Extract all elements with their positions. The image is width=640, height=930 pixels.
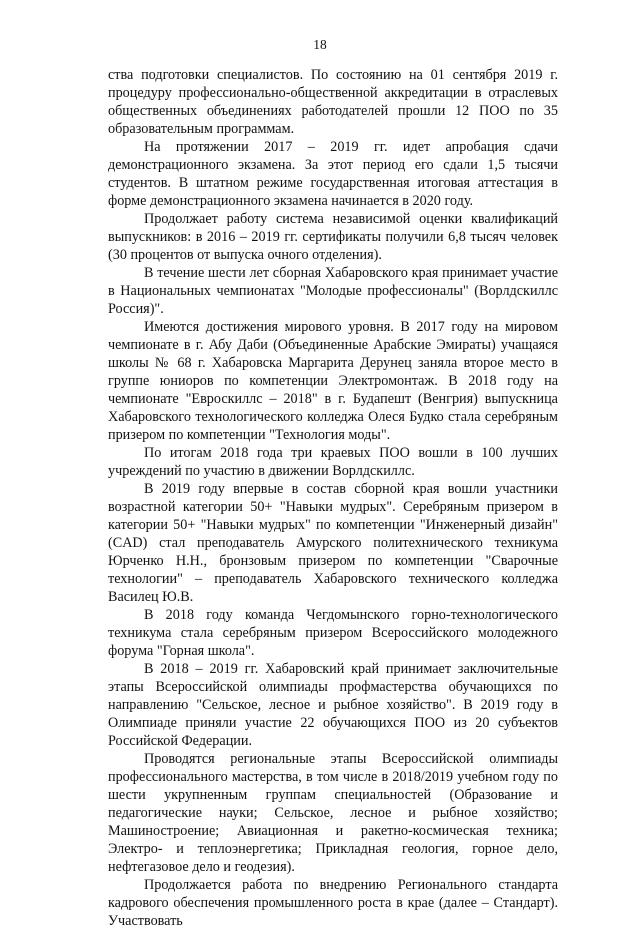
paragraph-top-100: По итогам 2018 года три краевых ПОО вошли в 100 лучших учреждений по участию в движении Ворлдскиллс.	[108, 445, 558, 479]
paragraph-world-achievements: Имеются достижения мирового уровня. В 2017 году на мировом чемпионате в г. Абу Даби (Объединенные Арабские Эмираты) учащаяся школы № 68 г. Хабаровска Маргарита Дерунец заняла второе место в группе юниоров по компетенции Электромонтаж. В 2018 году на чемпионате "Евроскиллс – 2018" в г. Будапешт (Венгрия) выпускница Хабаровского технологического колледжа Олеся Будко стала серебряным призером по компетенции "Технология моды".	[108, 319, 558, 443]
paragraph-accreditation: ства подготовки специалистов. По состоянию на 01 сентября 2019 г. процедуру профессионально-общественной аккредитации в отраслевых общественных объединениях работодателей прошли 12 ПОО по 35 образовательным программам.	[108, 67, 558, 137]
page-number: 18	[313, 37, 327, 52]
paragraph-regional-standard: Продолжается работа по внедрению Регионального стандарта кадрового обеспечения промышленного роста в крае (далее – Стандарт). Участвовать	[108, 877, 558, 929]
paragraph-olympiad-final: В 2018 – 2019 гг. Хабаровский край принимает заключительные этапы Всероссийской олимпиады профмастерства обучающихся по направлению "Сельское, лесное и рыбное хозяйство". В 2019 году в Олимпиаде приняли участие 22 обучающихся ПОО из 20 субъектов Российской Федерации.	[108, 661, 558, 749]
paragraph-regional-olympiad: Проводятся региональные этапы Всероссийской олимпиады профессионального мастерства, в том числе в 2018/2019 учебном году по шести укрупненным группам специальностей (Образование и педагогические науки; Сельское, лесное и рыбное хозяйство; Машиностроение; Авиационная и ракетно-космическая техника; Электро- и теплоэнергетика; Прикладная геология, горное дело, нефтегазовое дело и геодезия).	[108, 751, 558, 875]
paragraph-demo-exam: На протяжении 2017 – 2019 гг. идет апробация сдачи демонстрационного экзамена. За этот период его сдали 1,5 тысячи студентов. В штатном режиме государственная итоговая аттестация в форме демонстрационного экзамена начинается в 2020 году.	[108, 139, 558, 209]
paragraph-national-championships: В течение шести лет сборная Хабаровского края принимает участие в Национальных чемпионатах "Молодые профессионалы" (Ворлдскиллс Россия)".	[108, 265, 558, 317]
paragraph-mining-school: В 2018 году команда Чегдомынского горно-технологического техникума стала серебряным призером Всероссийского молодежного форума "Горная школа".	[108, 607, 558, 659]
paragraph-qualification-assessment: Продолжает работу система независимой оценки квалификаций выпускников: в 2016 – 2019 гг. сертификаты получили 6,8 тысяч человек (30 процентов от выпуска очного отделения).	[108, 211, 558, 263]
document-body	[108, 66, 558, 930]
paragraph-50-plus: В 2019 году впервые в состав сборной края вошли участники возрастной категории 50+ "Навыки мудрых". Серебряным призером в категории 50+ "Навыки мудрых" по компетенции "Инженерный дизайн" (CAD) стал преподаватель Амурского политехнического техникума Юрченко Н.Н., бронзовым призером по компетенции "Сварочные технологии" – преподаватель Хабаровского технического колледжа Василец Ю.В.	[108, 481, 558, 605]
